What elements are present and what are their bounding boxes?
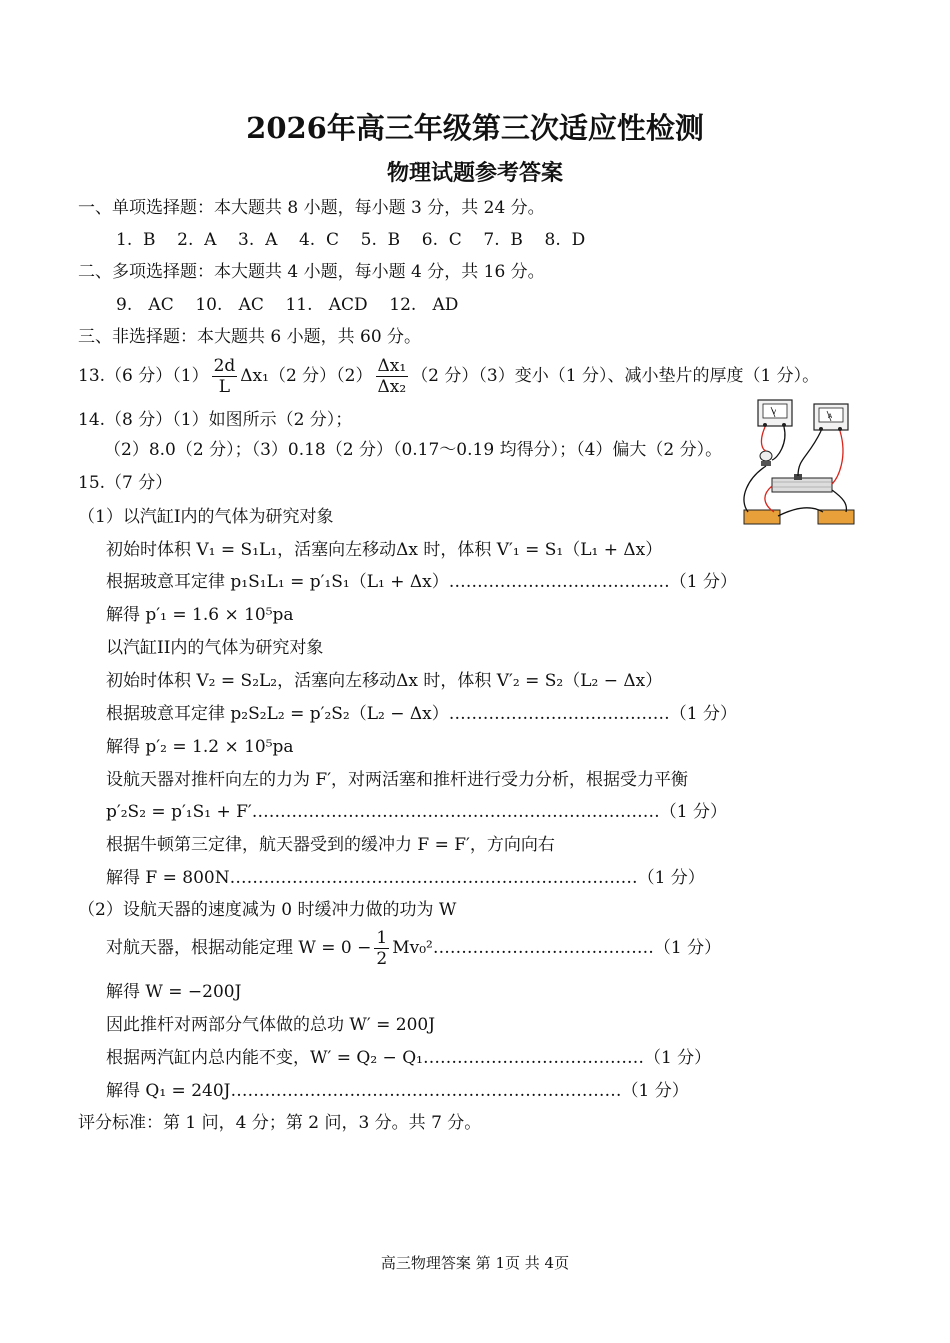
q15-line-7: 解得 p′₂ = 1.2 × 10⁵pa: [106, 737, 294, 757]
q15-line-9: p′₂S₂ = p′₁S₁ + F′………………………………………………………………（1 分）: [106, 802, 728, 822]
q15-half-fraction: [374, 928, 389, 969]
q15-line-16: 解得 Q₁ = 240J……………………………………………………………（1 分）: [106, 1081, 689, 1101]
q15-line-2: 根据玻意耳定律 p₁S₁L₁ = p′₁S₁（L₁ + Δx）…………………………………（1 分）: [106, 572, 737, 592]
bulb: [760, 451, 772, 466]
q13-fraction-2-denominator: Δx₂: [377, 377, 407, 397]
q15-heading: 15.（7 分）: [78, 473, 173, 493]
q13-line: [78, 356, 819, 397]
q15-line-15: 根据两汽缸内总内能不变，W′ = Q₂ − Q₁…………………………………（1 分）: [106, 1048, 712, 1068]
circuit-diagram: [728, 398, 868, 533]
section-2-answers: 9. AC 10. AC 11. ACD 12. AD: [116, 295, 459, 315]
q13-fraction-1-numerator: 2d: [213, 356, 236, 376]
q15-line-8: 设航天器对推杆向左的力为 F′，对两活塞和推杆进行受力分析，根据受力平衡: [106, 770, 689, 790]
q15-scoring-note: 评分标准：第 1 问，4 分；第 2 问，3 分。共 7 分。: [78, 1113, 482, 1133]
section-1-heading: 一、单项选择题：本大题共 8 小题，每小题 3 分，共 24 分。: [78, 198, 545, 218]
wires: [744, 427, 846, 516]
main-title: 2026年高三年级第三次适应性检测: [246, 111, 704, 145]
section-2-heading: 二、多项选择题：本大题共 4 小题，每小题 4 分，共 16 分。: [78, 262, 545, 282]
q14-line-2: （2）8.0（2 分）；（3）0.18（2 分）（0.17～0.19 均得分）；（4）偏大（2 分）。: [104, 440, 723, 460]
q15-line-11: 解得 F = 800N………………………………………………………………（1 分）: [106, 868, 705, 888]
q14-line-1: 14.（8 分）（1）如图所示（2 分）；: [78, 410, 353, 430]
q15-part-1-heading: （1）以汽缸I内的气体为研究对象: [78, 507, 334, 527]
q15-line-13: 解得 W = −200J: [106, 982, 242, 1002]
q13-fraction-1: [212, 356, 238, 397]
q15-line-6: 根据玻意耳定律 p₂S₂L₂ = p′₂S₂（L₂ − Δx）…………………………………（1 分）: [106, 704, 737, 724]
q15-line-12-suffix: Mv₀²…………………………………（1 分）: [392, 938, 722, 958]
ammeter: [814, 404, 848, 431]
svg-text:A: A: [828, 413, 833, 420]
q15-part-2-heading: （2）设航天器的速度减为 0 时缓冲力做的功为 W: [78, 900, 457, 920]
q15-line-14: 因此推杆对两部分气体做的总功 W′ = 200J: [106, 1015, 436, 1035]
q15-line-10: 根据牛顿第三定律，航天器受到的缓冲力 F = F′，方向向右: [106, 835, 555, 855]
rheostat: [772, 474, 832, 492]
q15-line-12-prefix: 对航天器，根据动能定理 W = 0 −: [106, 938, 372, 958]
q13-fraction-2: [376, 356, 409, 397]
q13-part-b: Δx₁（2 分）（2）: [240, 366, 373, 386]
q15-line-3: 解得 p′₁ = 1.6 × 10⁵pa: [106, 605, 294, 625]
section-1-answers: 1. B 2. A 3. A 4. C 5. B 6. C 7. B 8. D: [116, 230, 586, 250]
q15-line-1: 初始时体积 V₁ = S₁L₁，活塞向左移动Δx 时，体积 V′₁ = S₁（L₁ + Δx）: [106, 540, 663, 560]
svg-text:V: V: [772, 409, 777, 416]
q13-fraction-1-denominator: L: [218, 377, 231, 397]
q15-line-12: [106, 928, 721, 969]
q15-half-denominator: 2: [376, 949, 388, 969]
q13-fraction-2-numerator: Δx₁: [377, 356, 407, 376]
q15-line-5: 初始时体积 V₂ = S₂L₂，活塞向左移动Δx 时，体积 V′₂ = S₂（L₂ − Δx）: [106, 671, 663, 691]
page-footer: 高三物理答案 第 1页 共 4页: [380, 1254, 570, 1272]
section-3-heading: 三、非选择题：本大题共 6 小题，共 60 分。: [78, 327, 422, 347]
q13-part-c: （2 分）（3）变小（1 分）、减小垫片的厚度（1 分）。: [411, 366, 820, 386]
q15-half-numerator: 1: [376, 928, 388, 948]
battery-holder: [744, 510, 854, 524]
q13-part-a: 13.（6 分）（1）: [78, 366, 209, 386]
voltmeter: [758, 400, 792, 427]
q15-line-4: 以汽缸II内的气体为研究对象: [106, 638, 324, 658]
subtitle: 物理试题参考答案: [386, 160, 563, 186]
